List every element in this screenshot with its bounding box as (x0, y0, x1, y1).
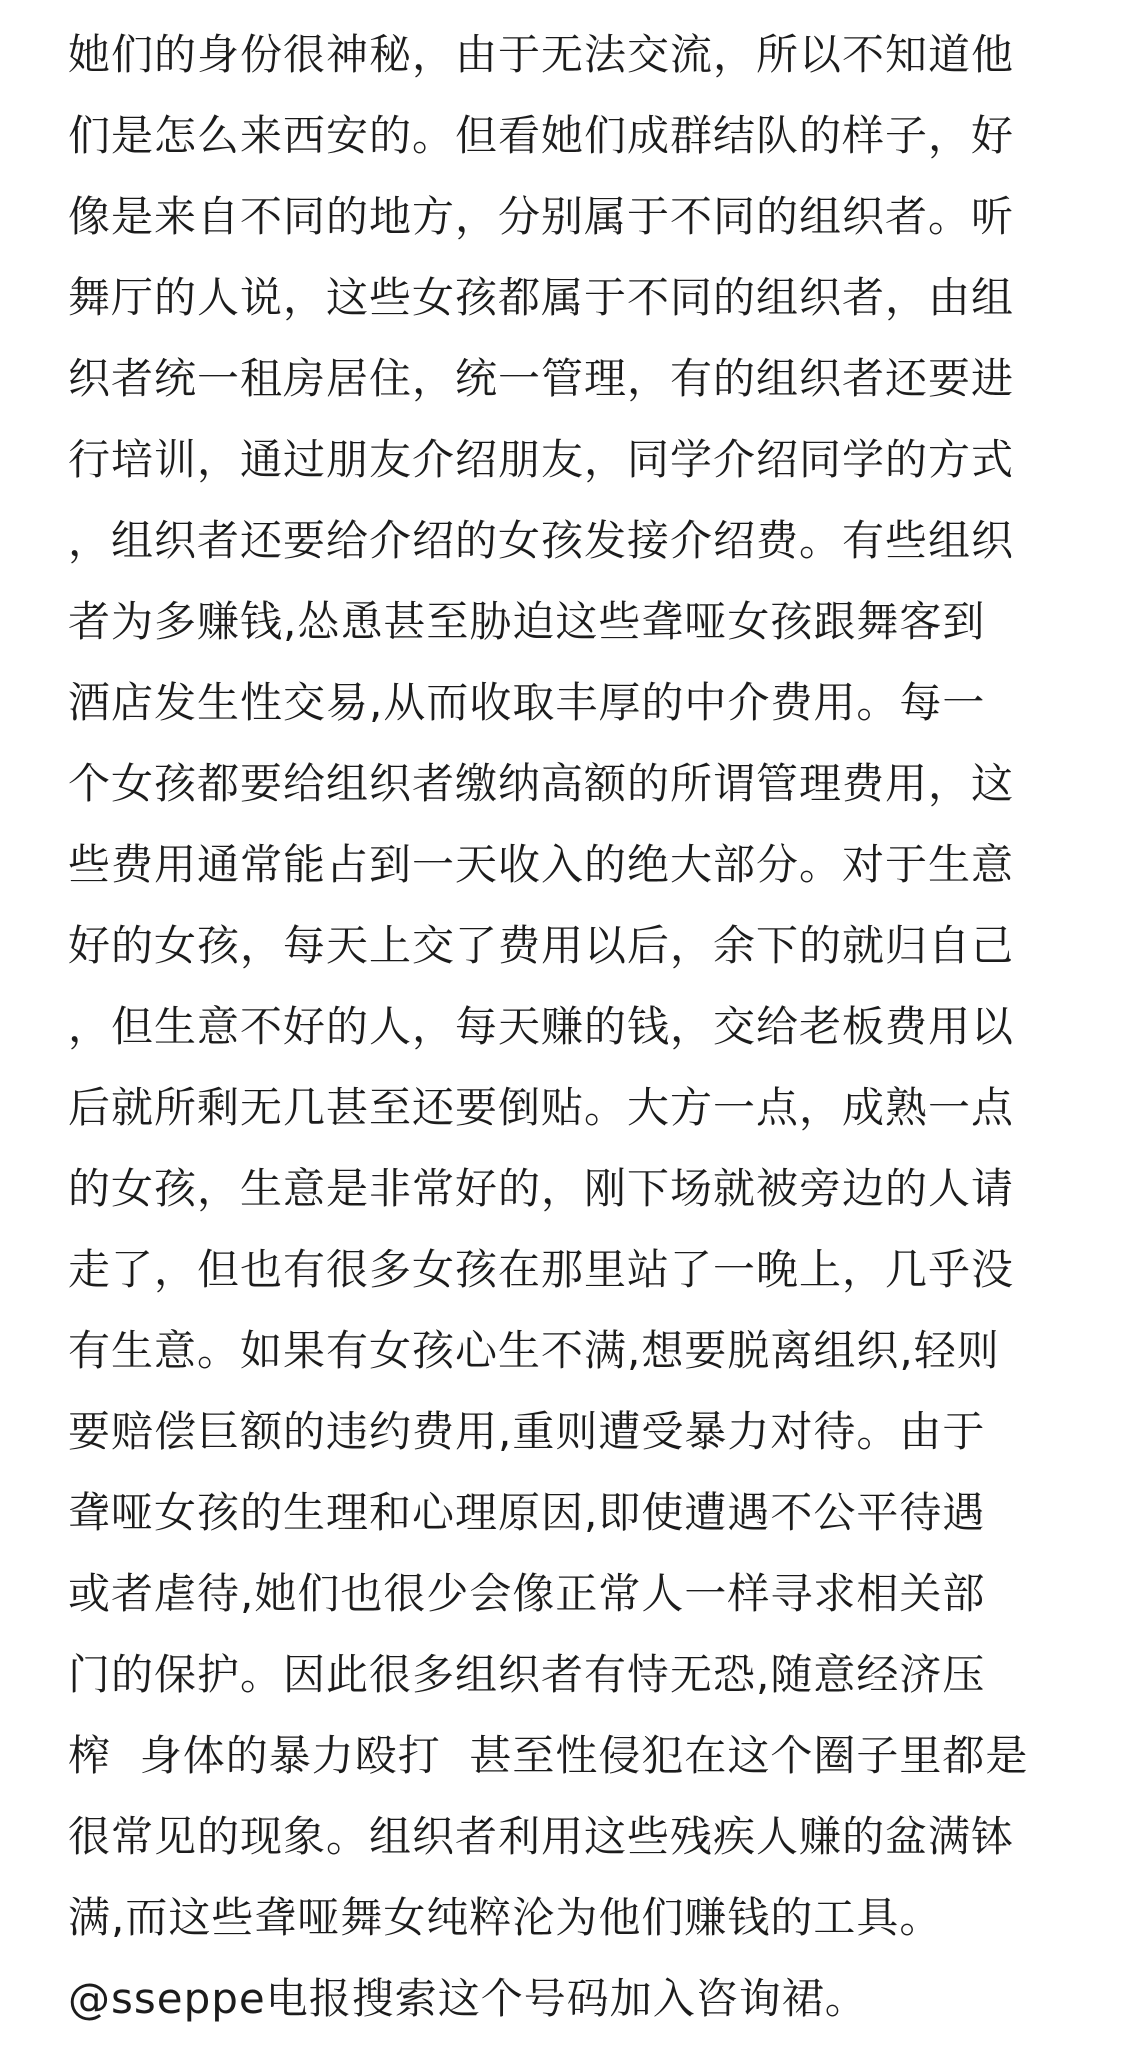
text-line: 些费用通常能占到一天收入的绝大部分。对于生意 (68, 840, 1015, 889)
text-line: 很常见的现象。组织者利用这些残疾人赚的盆满钵 (68, 1812, 1015, 1861)
text-line: 门的保护。因此很多组织者有恃无恐,随意经济压 (68, 1650, 986, 1699)
text-line: ，组织者还要给介绍的女孩发接介绍费。有些组织 (68, 516, 1015, 565)
text-line: 有生意。如果有女孩心生不满,想要脱离组织,轻则 (68, 1326, 1000, 1375)
text-line: 像是来自不同的地方，分别属于不同的组织者。听 (68, 192, 1015, 241)
text-line: 要赔偿巨额的违约费用,重则遭受暴力对待。由于 (68, 1407, 986, 1456)
text-line: 后就所剩无几甚至还要倒贴。大方一点，成熟一点 (68, 1083, 1015, 1132)
text-line: 们是怎么来西安的。但看她们成群结队的样子，好 (68, 111, 1015, 160)
text-line: 她们的身份很神秘，由于无法交流，所以不知道他 (68, 30, 1015, 79)
text-line: 好的女孩，每天上交了费用以后，余下的就归自己 (68, 921, 1015, 970)
text-line: 聋哑女孩的生理和心理原因,即使遭遇不公平待遇 (68, 1488, 986, 1537)
text-line: 榨 身体的暴力殴打 甚至性侵犯在这个圈子里都是 (68, 1731, 1029, 1780)
text-line: 织者统一租房居住，统一管理，有的组织者还要进 (68, 354, 1015, 403)
contact-line: @sseppe电报搜索这个号码加入咨询裙。 (68, 1974, 868, 2023)
text-line: 行培训，通过朋友介绍朋友，同学介绍同学的方式 (68, 435, 1015, 484)
text-line: 满,而这些聋哑舞女纯粹沦为他们赚钱的工具。 (68, 1893, 943, 1942)
text-line: ，但生意不好的人，每天赚的钱，交给老板费用以 (68, 1002, 1015, 1051)
article-text (68, 14, 1108, 2039)
text-line: 个女孩都要给组织者缴纳高额的所谓管理费用，这 (68, 759, 1015, 808)
text-line: 的女孩，生意是非常好的，刚下场就被旁边的人请 (68, 1164, 1015, 1213)
text-line: 或者虐待,她们也很少会像正常人一样寻求相关部 (68, 1569, 986, 1618)
text-line: 酒店发生性交易,从而收取丰厚的中介费用。每一 (68, 678, 986, 727)
text-line: 者为多赚钱,怂恿甚至胁迫这些聋哑女孩跟舞客到 (68, 597, 986, 646)
text-line: 走了，但也有很多女孩在那里站了一晚上，几乎没 (68, 1245, 1015, 1294)
text-line: 舞厅的人说，这些女孩都属于不同的组织者，由组 (68, 273, 1015, 322)
